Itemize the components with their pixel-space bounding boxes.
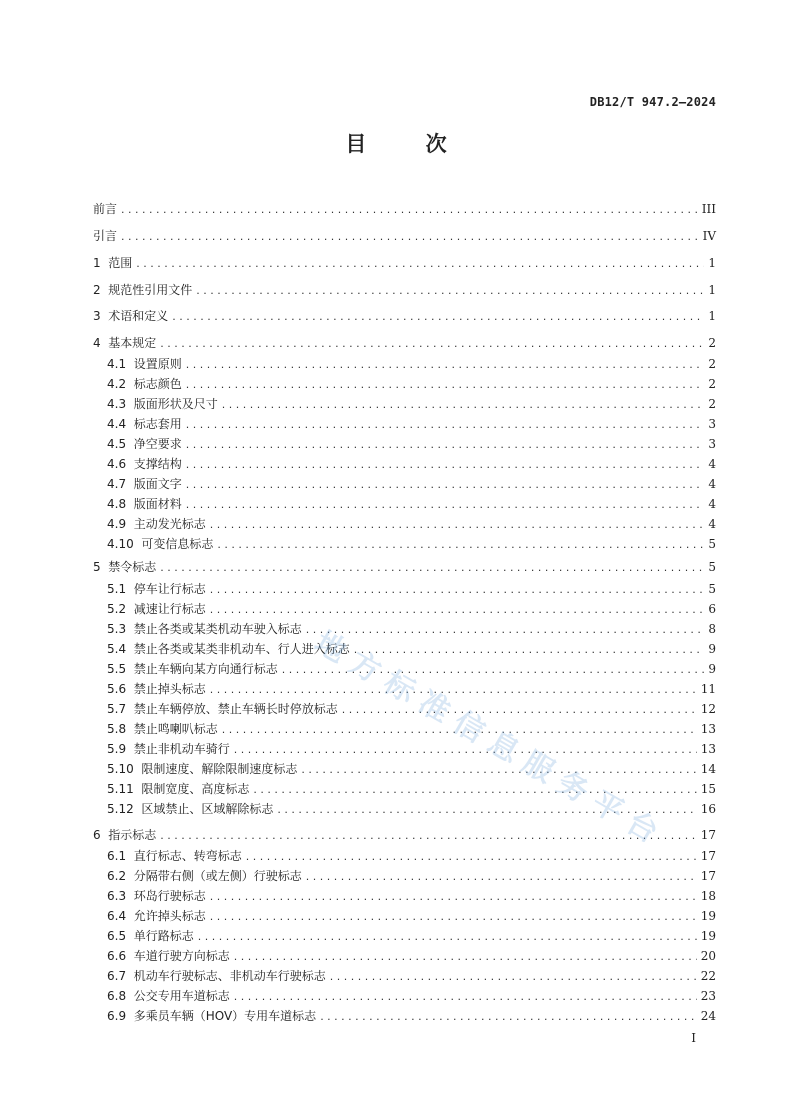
toc-entry-number: 2 <box>93 283 109 297</box>
toc-entry[interactable] <box>93 200 716 218</box>
toc-entry-page: IV <box>702 229 716 243</box>
toc-entry-label: 版面形状及尺寸 <box>133 397 218 411</box>
toc-entry-page: 16 <box>700 802 716 816</box>
toc-entry-number: 5.2 <box>107 602 134 616</box>
toc-entry-label: 禁止鸣喇叭标志 <box>133 722 218 736</box>
toc-entry-page: 5 <box>708 582 716 596</box>
toc-entry-page: 14 <box>700 762 716 776</box>
toc-entry-page: 20 <box>700 949 716 963</box>
toc-entry-page: 3 <box>708 437 716 451</box>
toc-entry-number: 6.3 <box>107 889 134 903</box>
toc-entry-label: 公交专用车道标志 <box>133 989 230 1003</box>
toc-leader-dots <box>253 781 696 799</box>
toc-entry-page: 17 <box>700 869 716 883</box>
toc-entry-number: 5.11 <box>107 782 142 796</box>
toc-entry[interactable] <box>93 640 716 658</box>
toc-entry[interactable] <box>93 600 716 618</box>
toc-leader-dots <box>196 282 704 300</box>
toc-entry-label: 减速让行标志 <box>133 602 206 616</box>
toc-entry-page: 4 <box>708 497 716 511</box>
toc-entry-number: 5.10 <box>107 762 142 776</box>
toc-entry-number: 5.6 <box>107 682 134 696</box>
toc-entry-page: 12 <box>700 702 716 716</box>
toc-entry-label: 限制速度、解除限制速度标志 <box>141 762 298 776</box>
toc-entry-page: 13 <box>700 722 716 736</box>
toc-entry-number: 5.9 <box>107 742 134 756</box>
toc-entry-page: 5 <box>708 537 716 551</box>
toc-entry-label: 版面文字 <box>133 477 182 491</box>
toc-entry-number: 5.7 <box>107 702 134 716</box>
toc-entry-label: 指示标志 <box>108 828 157 842</box>
toc-entry-label: 禁止车辆停放、禁止车辆长时停放标志 <box>133 702 338 716</box>
toc-entry-page: 15 <box>700 782 716 796</box>
toc-leader-dots <box>222 721 697 739</box>
toc-entry-number: 6.5 <box>107 929 134 943</box>
toc-entry[interactable] <box>93 620 716 638</box>
toc-leader-dots <box>246 848 697 866</box>
toc-entry[interactable] <box>93 660 716 678</box>
toc-entry[interactable] <box>93 760 716 778</box>
toc-entry-label: 标志颜色 <box>133 377 182 391</box>
toc-leader-dots <box>320 1008 697 1026</box>
toc-entry-label: 版面材料 <box>133 497 182 511</box>
toc-entry[interactable] <box>93 800 716 818</box>
toc-entry[interactable] <box>93 720 716 738</box>
page-title: 目 次 <box>345 131 473 156</box>
toc-entry-label: 分隔带右侧（或左侧）行驶标志 <box>133 869 302 883</box>
toc-entry-number: 5.8 <box>107 722 134 736</box>
toc-entry-label: 设置原则 <box>133 357 182 371</box>
toc-leader-dots <box>186 356 705 374</box>
toc-entry-number: 5.3 <box>107 622 134 636</box>
toc-entry-number: 6.9 <box>107 1009 134 1023</box>
toc-entry-label: 禁止各类或某类机动车驶入标志 <box>133 622 302 636</box>
toc-leader-dots <box>121 201 698 219</box>
toc-entry-number: 4.2 <box>107 377 134 391</box>
toc-entry-label: 支撑结构 <box>133 457 182 471</box>
toc-leader-dots <box>186 496 705 514</box>
toc-entry-label: 规范性引用文件 <box>108 283 193 297</box>
toc-entry-number: 5.4 <box>107 642 134 656</box>
toc-entry[interactable] <box>93 887 716 905</box>
toc-entry-page: 18 <box>700 889 716 903</box>
toc-entry-page: 23 <box>700 989 716 1003</box>
toc-entry-number: 5.1 <box>107 582 134 596</box>
toc-entry-number: 6.4 <box>107 909 134 923</box>
toc-entry[interactable] <box>93 307 716 325</box>
toc-entry-label: 范围 <box>108 256 133 270</box>
toc-entry[interactable] <box>93 415 716 433</box>
toc-entry-number: 6.8 <box>107 989 134 1003</box>
toc-leader-dots <box>198 928 697 946</box>
toc-entry-label: 术语和定义 <box>108 309 169 323</box>
toc-entry-page: 17 <box>700 849 716 863</box>
toc-entry-page: 19 <box>700 929 716 943</box>
toc-leader-dots <box>234 741 697 759</box>
toc-leader-dots <box>186 376 705 394</box>
toc-entry-page: 1 <box>708 309 716 323</box>
toc-entry-number: 4.7 <box>107 477 134 491</box>
toc-leader-dots <box>354 641 705 659</box>
toc-entry[interactable] <box>93 334 716 352</box>
toc-entry-number: 4.9 <box>107 517 134 531</box>
toc-leader-dots <box>121 228 699 246</box>
toc-entry[interactable] <box>93 435 716 453</box>
toc-entry-number: 4.10 <box>107 537 142 551</box>
toc-entry-page: 4 <box>708 457 716 471</box>
toc-entry-number: 6.6 <box>107 949 134 963</box>
toc-entry[interactable] <box>93 987 716 1005</box>
toc-entry-label: 净空要求 <box>133 437 182 451</box>
toc-leader-dots <box>210 908 697 926</box>
toc-entry-page: 1 <box>708 283 716 297</box>
toc-entry[interactable] <box>93 847 716 865</box>
toc-leader-dots <box>210 601 705 619</box>
toc-leader-dots <box>186 476 705 494</box>
toc-leader-dots <box>210 888 697 906</box>
toc-entry-label: 前言 <box>93 202 118 216</box>
toc-entry-page: III <box>701 202 716 216</box>
toc-entry-label: 车道行驶方向标志 <box>133 949 230 963</box>
toc-entry[interactable] <box>93 947 716 965</box>
toc-entry-label: 限制宽度、高度标志 <box>141 782 250 796</box>
toc-leader-dots <box>160 559 704 577</box>
toc-entry-number: 1 <box>93 256 109 270</box>
toc-entry[interactable] <box>93 927 716 945</box>
toc-entry-label: 多乘员车辆（HOV）专用车道标志 <box>133 1009 317 1023</box>
toc-entry-page: 24 <box>700 1009 716 1023</box>
toc-entry-page: 4 <box>708 477 716 491</box>
toc-entry[interactable] <box>93 515 716 533</box>
toc-entry-page: 8 <box>708 622 716 636</box>
toc-entry-number: 6.2 <box>107 869 134 883</box>
toc-entry[interactable] <box>93 455 716 473</box>
toc-entry[interactable] <box>93 558 716 576</box>
toc-entry-page: 1 <box>708 256 716 270</box>
watermark: 地方标准信息服务平台 <box>308 624 673 856</box>
toc-leader-dots <box>282 661 705 679</box>
toc-entry-page: 3 <box>708 417 716 431</box>
toc-entry[interactable] <box>93 780 716 798</box>
toc-leader-dots <box>277 801 696 819</box>
toc-leader-dots <box>234 948 697 966</box>
toc-entry-label: 允许掉头标志 <box>133 909 206 923</box>
toc-entry-number: 6 <box>93 828 109 842</box>
toc-leader-dots <box>306 621 705 639</box>
toc-entry[interactable] <box>93 227 716 245</box>
toc-entry[interactable] <box>93 395 716 413</box>
toc-entry-label: 标志套用 <box>133 417 182 431</box>
toc-leader-dots <box>306 868 697 886</box>
toc-entry-label: 可变信息标志 <box>141 537 214 551</box>
toc-entry-label: 禁止车辆向某方向通行标志 <box>133 662 278 676</box>
toc-leader-dots <box>186 416 705 434</box>
toc-leader-dots <box>301 761 696 779</box>
toc-entry[interactable] <box>93 700 716 718</box>
toc-entry-label: 基本规定 <box>108 336 157 350</box>
toc-entry-label: 单行路标志 <box>133 929 194 943</box>
toc-entry-page: 9 <box>708 642 716 656</box>
toc-entry-label: 主动发光标志 <box>133 517 206 531</box>
toc-entry-number: 6.7 <box>107 969 134 983</box>
toc-leader-dots <box>186 436 705 454</box>
toc-entry[interactable] <box>93 680 716 698</box>
toc-entry-label: 直行标志、转弯标志 <box>133 849 242 863</box>
toc-entry-number: 4.6 <box>107 457 134 471</box>
toc-entry-label: 引言 <box>93 229 118 243</box>
toc-leader-dots <box>160 335 704 353</box>
toc-entry[interactable] <box>93 826 716 844</box>
toc-entry[interactable] <box>93 867 716 885</box>
toc-entry[interactable] <box>93 1007 716 1025</box>
toc-entry-label: 禁令标志 <box>108 560 157 574</box>
toc-entry-label: 禁止各类或某类非机动车、行人进入标志 <box>133 642 350 656</box>
toc-entry-label: 机动车行驶标志、非机动车行驶标志 <box>133 969 326 983</box>
toc-entry-number: 5.12 <box>107 802 142 816</box>
toc-entry-page: 5 <box>708 560 716 574</box>
toc-entry[interactable] <box>93 580 716 598</box>
toc-entry-page: 2 <box>708 336 716 350</box>
toc-entry[interactable] <box>93 355 716 373</box>
toc-leader-dots <box>172 308 704 326</box>
toc-leader-dots <box>222 396 705 414</box>
toc-entry-number: 5.5 <box>107 662 134 676</box>
toc-entry-label: 禁止掉头标志 <box>133 682 206 696</box>
footer-page-number: I <box>691 1031 696 1045</box>
toc-leader-dots <box>136 255 704 273</box>
toc-entry-page: 6 <box>708 602 716 616</box>
toc-leader-dots <box>210 681 697 699</box>
toc-entry[interactable] <box>93 535 716 553</box>
toc-entry[interactable] <box>93 907 716 925</box>
toc-entry[interactable] <box>93 375 716 393</box>
toc-leader-dots <box>234 988 697 1006</box>
toc-entry-page: 17 <box>700 828 716 842</box>
toc-entry-number: 5 <box>93 560 109 574</box>
toc-leader-dots <box>210 581 705 599</box>
toc-leader-dots <box>186 456 705 474</box>
toc-leader-dots <box>210 516 705 534</box>
toc-leader-dots <box>330 968 697 986</box>
toc-entry[interactable] <box>93 254 716 272</box>
toc-entry-number: 4.3 <box>107 397 134 411</box>
document-code: DB12/T 947.2—2024 <box>589 95 716 109</box>
toc-entry-number: 4.1 <box>107 357 134 371</box>
toc-entry[interactable] <box>93 740 716 758</box>
toc-entry-number: 6.1 <box>107 849 134 863</box>
toc-entry-number: 4 <box>93 336 109 350</box>
toc-entry-number: 4.4 <box>107 417 134 431</box>
toc-entry[interactable] <box>93 495 716 513</box>
toc-entry[interactable] <box>93 967 716 985</box>
toc-entry-page: 2 <box>708 397 716 411</box>
toc-leader-dots <box>342 701 697 719</box>
toc-entry-number: 4.5 <box>107 437 134 451</box>
toc-entry-page: 11 <box>700 682 716 696</box>
toc-entry-page: 2 <box>708 357 716 371</box>
toc-entry-label: 禁止非机动车骑行 <box>133 742 230 756</box>
toc-entry-page: 9 <box>708 662 716 676</box>
toc-entry-page: 22 <box>700 969 716 983</box>
toc-entry-page: 19 <box>700 909 716 923</box>
toc-entry-number: 3 <box>93 309 109 323</box>
toc-entry[interactable] <box>93 281 716 299</box>
toc-entry-label: 区域禁止、区域解除标志 <box>141 802 274 816</box>
toc-entry-page: 13 <box>700 742 716 756</box>
toc-entry-page: 4 <box>708 517 716 531</box>
toc-entry-label: 停车让行标志 <box>133 582 206 596</box>
toc-entry[interactable] <box>93 475 716 493</box>
toc-leader-dots <box>160 827 696 845</box>
toc-entry-label: 环岛行驶标志 <box>133 889 206 903</box>
toc-entry-number: 4.8 <box>107 497 134 511</box>
toc-leader-dots <box>217 536 704 554</box>
toc-entry-page: 2 <box>708 377 716 391</box>
